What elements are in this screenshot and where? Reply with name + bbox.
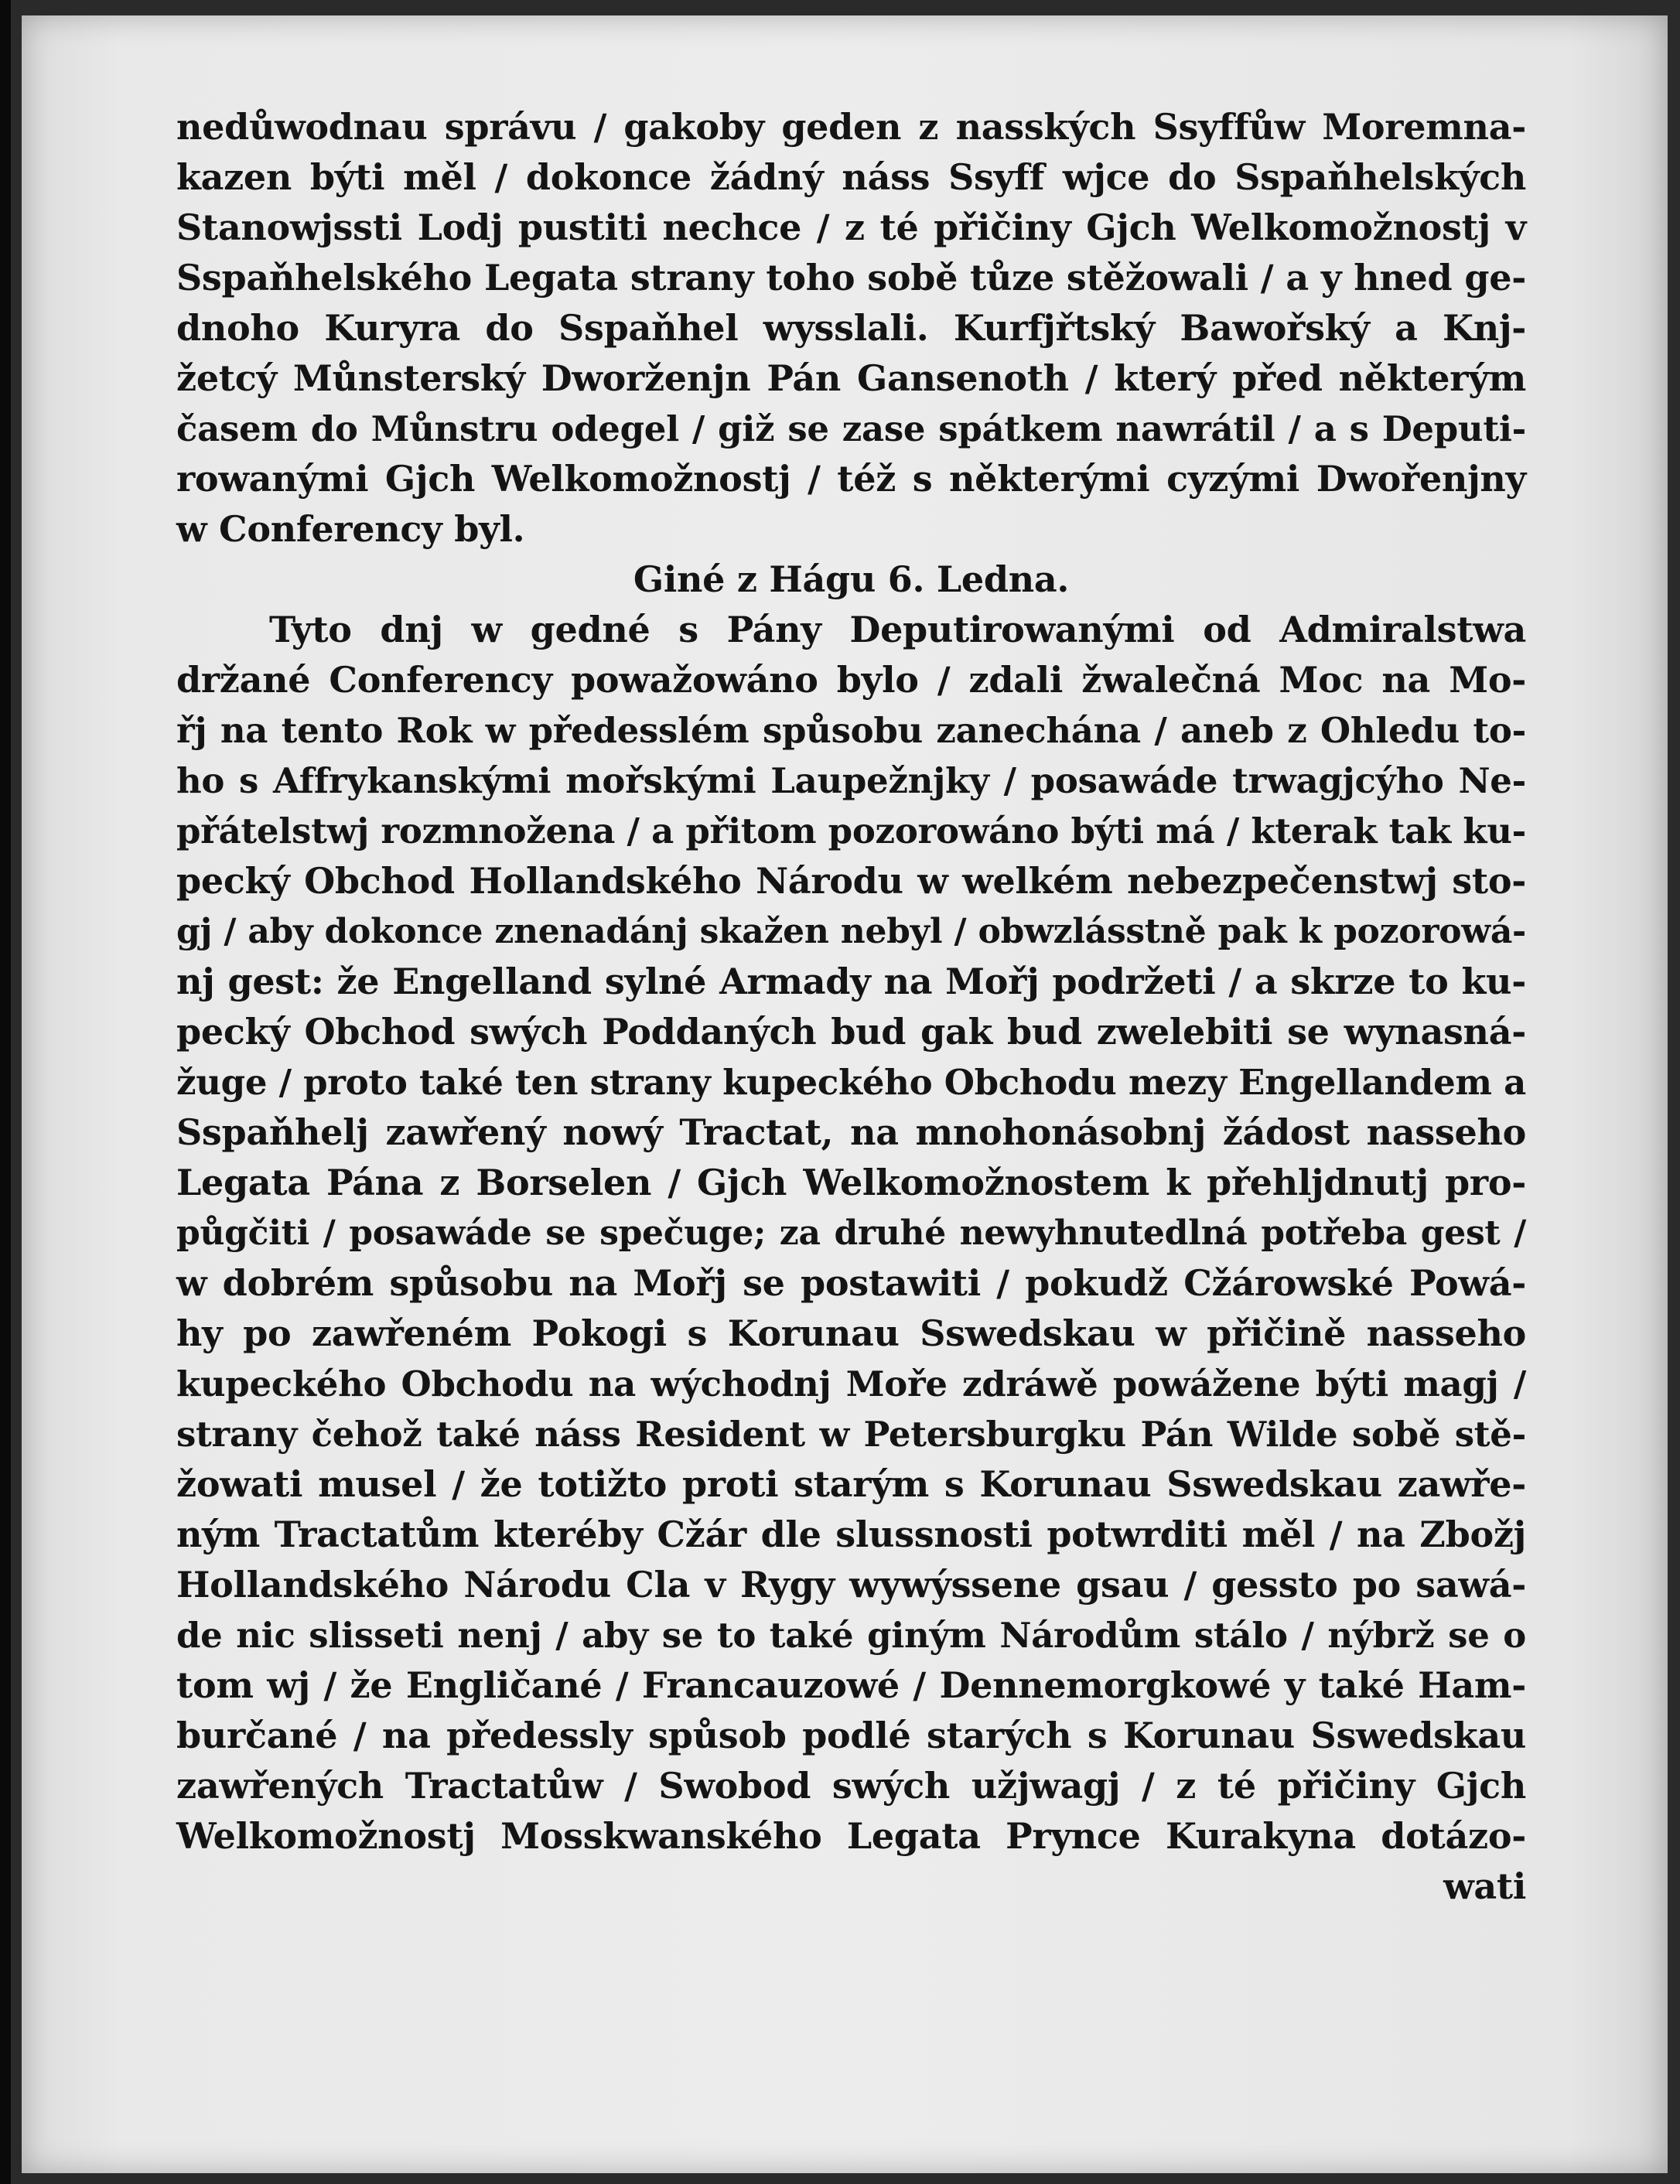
text-line: strany čehož také náss Resident w Petersburgku Pán Wilde sobě stě- — [176, 1414, 1526, 1455]
text-line: burčané / na předessly spůsob podlé starých s Korunau Sswedskau — [176, 1715, 1526, 1756]
text-line: řj na tento Rok w předesslém spůsobu zanechána / aneb z Ohledu to- — [176, 710, 1526, 751]
text-line: nedůwodnau správu / gakoby geden z nasských Ssyffůw Moremna- — [176, 106, 1526, 148]
text-line: pecký Obchod Hollandského Národu w welkém nebezpečenstwj sto- — [176, 860, 1526, 902]
text-line: w Conferency byl. — [176, 508, 525, 550]
text-line: žetcý Můnsterský Dworženjn Pán Gansenoth / který před některým — [176, 357, 1526, 399]
text-line: zawřených Tractatůw / Swobod swých užjwagj / z té přičiny Gjch — [176, 1765, 1526, 1807]
text-line: gj / aby dokonce znenadánj skažen nebyl / obwzlásstně pak k pozorowá- — [176, 912, 1526, 951]
text-line: dnoho Kuryra do Sspaňhel wysslali. Kurfjřtský Bawořský a Knj- — [176, 307, 1526, 349]
text-line: Stanowjssti Lodj pustiti nechce / z té přičiny Gjch Welkomožnostj v — [176, 206, 1526, 248]
text-line: ho s Affrykanskými mořskými Laupežnjky / posawáde trwagjcýho Ne- — [176, 760, 1526, 801]
text-line: rowanými Gjch Welkomožnostj / též s některými cyzými Dwořenjny — [176, 458, 1526, 500]
text-line: de nic slisseti nenj / aby se to také giným Národům stálo / nýbrž se o — [176, 1615, 1526, 1656]
text-line: Sspaňhelj zawřený nowý Tractat, na mnohonásobnj žádost nasseho — [176, 1111, 1526, 1153]
text-line: půgčiti / posawáde se spečuge; za druhé newyhnutedlná potřeba gest / — [176, 1213, 1526, 1253]
text-line: kazen býti měl / dokonce žádný náss Ssyff wjce do Sspaňhelských — [176, 156, 1526, 198]
section-heading: Giné z Hágu 6. Ledna. — [633, 558, 1070, 600]
text-line: žuge / proto také ten strany kupeckého Obchodu mezy Engellandem a — [176, 1062, 1526, 1103]
text-line: časem do Můnstru odegel / giž se zase spátkem nawrátil / a s Deputi- — [176, 408, 1526, 449]
text-line: Legata Pána z Borselen / Gjch Welkomožnostem k přehljdnutj pro- — [176, 1162, 1526, 1203]
text-line: Tyto dnj w gedné s Pány Deputirowanými od Admiralstwa — [269, 609, 1526, 650]
binding-edge — [0, 0, 11, 2184]
text-line: hy po zawřeném Pokogi s Korunau Sswedskau w přičině nasseho — [176, 1312, 1526, 1354]
catchword: wati — [1443, 1865, 1526, 1907]
text-line: Hollandského Národu Cla v Rygy wywýssene gsau / gessto po sawá- — [176, 1564, 1526, 1606]
text-line: přátelstwj rozmnožena / a přitom pozorowáno býti má / kterak tak ku- — [176, 810, 1526, 851]
text-line: žowati musel / že totižto proti starým s Korunau Sswedskau zawře- — [176, 1463, 1526, 1505]
text-line: Sspaňhelského Legata strany toho sobě tůze stěžowali / a y hned ge- — [176, 257, 1526, 299]
text-line: kupeckého Obchodu na wýchodnj Moře zdráwě powážene býti magj / — [176, 1363, 1526, 1404]
text-line: tom wj / že Engličané / Francauzowé / Dennemorgkowé y také Ham- — [176, 1664, 1526, 1706]
text-line: Welkomožnostj Mosskwanského Legata Pryncе Kurakyna dotázo- — [176, 1815, 1526, 1857]
text-line: nj gest: že Engelland sylné Armady na Mořj podržeti / a skrze to ku- — [176, 961, 1526, 1002]
document-text — [176, 102, 1526, 1912]
text-line: pecký Obchod swých Poddaných bud gak bud zwelebiti se wynasná- — [176, 1011, 1526, 1053]
text-line: držané Conferency powažowáno bylo / zdali žwalečná Moc na Mo- — [176, 659, 1526, 701]
text-line: ným Tractatům kteréby Cžár dle slussnosti potwrditi měl / na Zbožj — [176, 1513, 1526, 1555]
text-line: w dobrém spůsobu na Mořj se postawiti / pokudž Cžárowské Powá- — [176, 1262, 1526, 1304]
document-page — [22, 15, 1668, 2173]
